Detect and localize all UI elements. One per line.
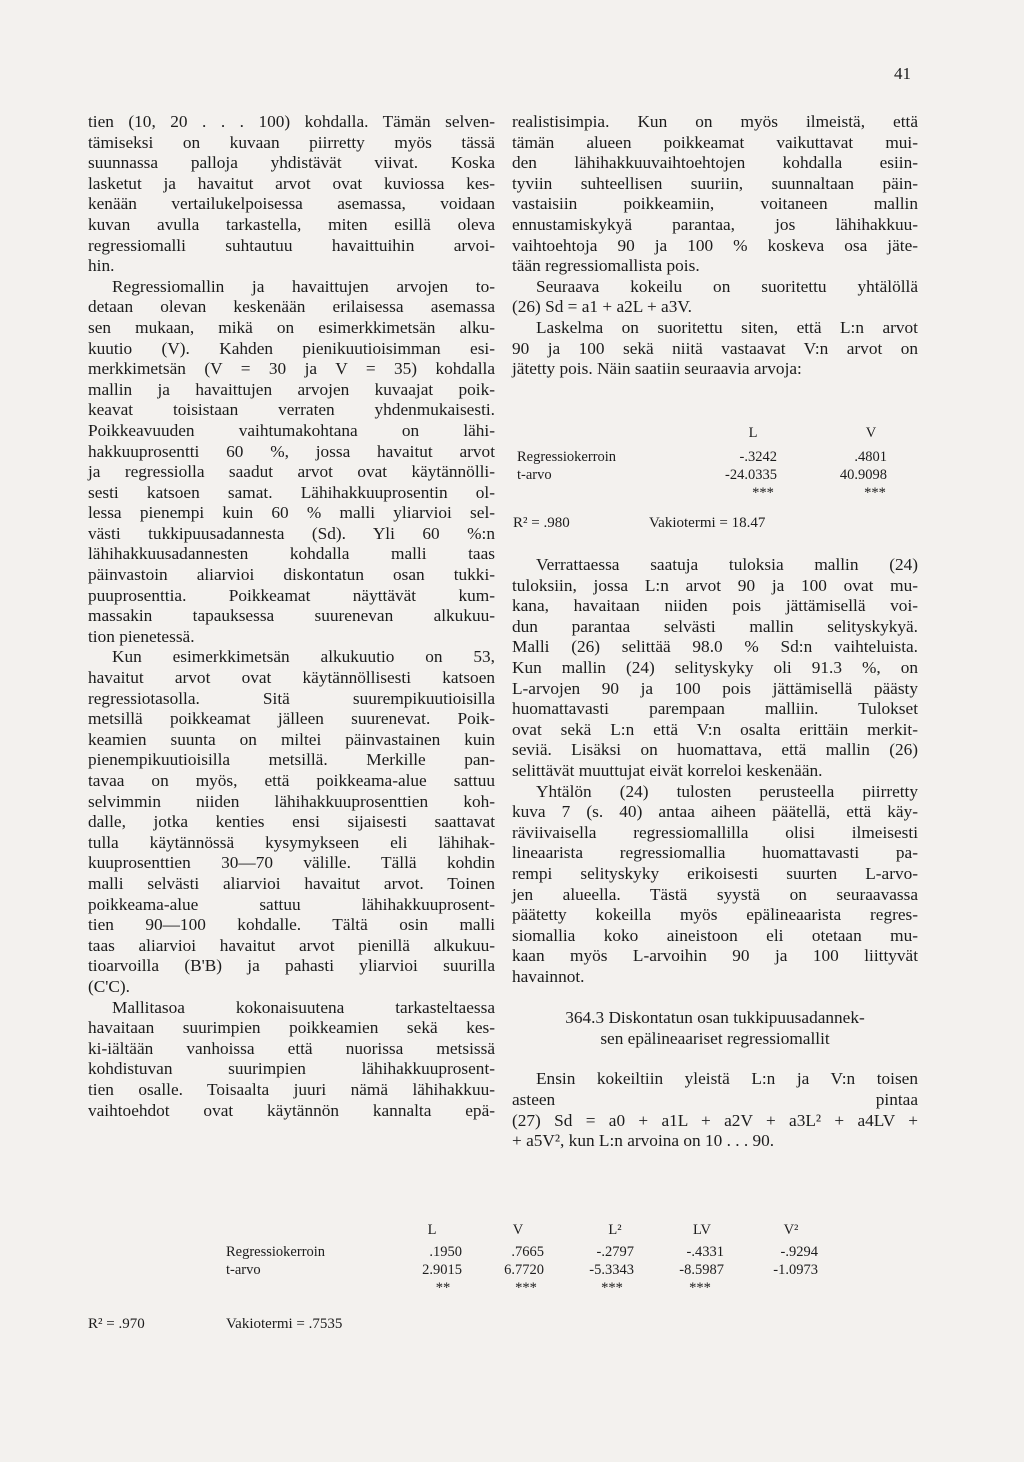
paragraph	[88, 647, 495, 997]
text-line: merkkimetsän (V = 30 ja V = 35) kohdalla	[88, 359, 495, 379]
text-line: jen alueella. Tästä syystä on seuraavassa	[512, 884, 918, 904]
text-line: kenään vertailukelpoisessa asemassa, voidaan	[88, 194, 495, 214]
text-line: tämän alueen poikkeamat vaikuttavat mui-	[512, 132, 918, 152]
text-line: päätetty kokeilla myös epälineaarista regres-	[512, 905, 918, 925]
page-number: 41	[894, 64, 911, 83]
table-cell: -8.5987	[679, 1262, 724, 1278]
text-line: vaihtoehdot ovat käytännön kannalta epä-	[88, 1100, 495, 1120]
text-line: päinvastoin aliarvioi diskontatun osan tukki-	[88, 565, 495, 585]
text-line: (C'C).	[88, 976, 130, 996]
text-line: sesti katsoen samat. Lähihakkuuprosentin ol-	[88, 482, 495, 502]
table-cell: 40.9098	[839, 467, 887, 483]
regression-table-27	[88, 1222, 928, 1362]
text-line: dun parantaa selvästi mallin selityskykyä.	[512, 616, 918, 636]
row-label: t-arvo	[226, 1262, 261, 1278]
text-line: Malli (26) selittää 98.0 % Sd:n vaihteluista.	[512, 637, 918, 657]
text-line: tämiseksi on kuvaan piirretty myös tässä	[88, 132, 495, 152]
text-line: siomallia koko aineistoon eli otetaan mu-	[512, 925, 918, 945]
text-line: poikkeama-alue sattuu lähihakkuuprosent-	[88, 894, 495, 914]
table-cell: -.9294	[780, 1244, 818, 1260]
text-line: lessa pienempi kuin 60 % malli yliarvioi sel-	[88, 503, 495, 523]
text-line: ovat sekä L:n että V:n osalta erittäin merkit-	[512, 719, 918, 739]
significance-stars: ***	[864, 485, 886, 501]
text-line: malli selvästi aliarvioi havaitut arvot. Toinen	[88, 873, 495, 893]
text-line: Regressiomallin ja havaittujen arvojen to-	[112, 276, 495, 296]
paragraph	[88, 277, 495, 648]
significance-stars: ***	[752, 485, 774, 501]
text-line: kaan myös L-arvoihin 90 ja 100 liittyvät	[512, 946, 918, 966]
text-line: taas aliarvioi havaitut arvot pienillä alkukuu-	[88, 935, 495, 955]
text-line: ki-iältään vanhoissa että nuorissa metsissä	[88, 1038, 495, 1058]
text-line: Mallitasoa kokonaisuutena tarkasteltaessa	[112, 997, 495, 1017]
text-line: suunnassa palloja yhdistävät viivat. Koska	[88, 153, 495, 173]
row-label: Regressiokerroin	[226, 1244, 326, 1260]
text-line: puuprosenttia. Poikkeamat näyttävät kum-	[88, 585, 495, 605]
text-line: jätetty pois. Näin saatiin seuraavia arvoja:	[512, 359, 802, 379]
significance-stars: ***	[515, 1280, 537, 1296]
text-line: selvimmin niiden lähihakkuuprosenttien koh-	[88, 791, 495, 811]
text-line: kuuprosenttien 30—70 välille. Tällä kohdin	[88, 853, 495, 873]
text-line: vaihtoehtoja 90 ja 100 % koskeva osa jäte-	[512, 235, 918, 255]
text-line: keavat toisistaan verraten yhdenmukaisesti.	[88, 400, 495, 420]
constant-term: Vakiotermi = .7535	[226, 1316, 343, 1332]
text-line: lineaarista regressiomallia huomattavasti pa-	[512, 843, 918, 863]
text-line: tien (10, 20 . . . 100) kohdalla. Tämän selven-	[88, 112, 495, 131]
table-cell: -5.3343	[589, 1262, 634, 1278]
paragraph	[512, 782, 918, 988]
table-cell: -.2797	[596, 1244, 634, 1260]
r-squared: R² = .970	[88, 1316, 145, 1332]
table-cell: -.3242	[739, 449, 777, 465]
text-line: seviä. Lisäksi on huomattava, että mallin (26)	[512, 740, 918, 760]
row-label: Regressiokerroin	[517, 449, 617, 465]
table-cell: .7665	[511, 1244, 544, 1260]
text-line: tion pienetessä.	[88, 626, 195, 646]
text-line: selittävät muuttujat eivät korreloi keskenään.	[512, 760, 823, 780]
text-line: hin.	[88, 256, 115, 276]
text-line: metsillä poikkeamat jälleen suurenevat. Poik-	[88, 709, 495, 729]
text-line: Laskelma on suoritettu siten, että L:n arvot	[536, 317, 918, 337]
text-line: den lähihakkuuvaihtoehtojen kohdalla esiin-	[512, 153, 918, 173]
paragraph	[88, 998, 495, 1122]
row-label: t-arvo	[517, 467, 552, 483]
text-line: pienempikuutioisilla metsillä. Merkille pan-	[88, 750, 495, 770]
text-line: tioarvoilla (B'B) ja pahasti yliarvioi suurilla	[88, 956, 495, 976]
text-line: Verrattaessa saatuja tuloksia mallin (24)	[536, 555, 918, 574]
text-line: massakin tapauksessa suurenevan alkukuu-	[88, 606, 495, 626]
text-line: realistisimpia. Kun on myös ilmeistä, että	[512, 112, 918, 131]
table-cell: 6.7720	[504, 1262, 544, 1278]
text-line: räviivaisella regressiomallilla olisi ilmeisesti	[512, 822, 918, 842]
table-cell: 2.9015	[422, 1262, 462, 1278]
text-line: Poikkeavuuden vaihtumakohtana on lähi-	[88, 420, 495, 440]
paragraph	[512, 318, 918, 380]
text-line: mallin ja havaittujen arvojen kuvaajat poik-	[88, 379, 495, 399]
right-column-continued	[512, 555, 918, 1152]
text-line: havaitaan suurimpien poikkeamien sekä kes-	[88, 1018, 495, 1038]
paragraph	[512, 555, 918, 782]
text-line: regressiomalli suhtautuu havaittuihin arvoi-	[88, 235, 495, 255]
table-header: V²	[783, 1222, 799, 1238]
text-line: tään regressiomallista pois.	[512, 256, 700, 276]
text-line: tien osalle. Toisaalta juuri nämä lähihakkuu-	[88, 1079, 495, 1099]
text-line: tulla käytännössä kysymykseen eli lähihak-	[88, 832, 495, 852]
table-header: L	[748, 425, 758, 441]
table-cell: -.4331	[686, 1244, 724, 1260]
text-line: kuvan avulla tarkastella, miten esillä oleva	[88, 214, 495, 234]
table-header: L	[427, 1222, 437, 1238]
regression-table-26	[513, 425, 917, 535]
table-header: LV	[693, 1222, 711, 1238]
text-line: huomattavasti parempaan malliin. Tulokset	[512, 699, 918, 719]
table-header: V	[512, 1222, 524, 1238]
constant-term: Vakiotermi = 18.47	[649, 515, 766, 531]
table-header: L²	[608, 1222, 622, 1238]
text-line: asteen pintaa	[512, 1090, 918, 1110]
significance-stars: ***	[689, 1280, 711, 1296]
text-line: kana, havaitaan niiden pois jättämisellä voi-	[512, 596, 918, 616]
text-line: (26) Sd = a1 + a2L + a3V.	[512, 297, 692, 317]
significance-stars: ***	[601, 1280, 623, 1296]
text-line: västi tukkipuusadannesta (Sd). Yli 60 %:n	[88, 523, 495, 543]
text-line: kohdistuvan suurimpien lähihakkuuprosent-	[88, 1059, 495, 1079]
text-line: Yhtälön (24) tulosten perusteella piirretty	[536, 781, 918, 801]
text-line: keamien suunta on miltei päinvastainen kuin	[88, 729, 495, 749]
paragraph	[88, 112, 495, 277]
text-line: 90 ja 100 sekä niitä vastaavat V:n arvot on	[512, 338, 918, 358]
table-cell: -1.0973	[773, 1262, 818, 1278]
section-heading: 364.3 Diskontatun osan tukkipuusadannek- sen epälineaariset regressiomallit	[565, 1008, 865, 1049]
text-line: regressiotasolla. Sitä suurempikuutioisilla	[88, 688, 495, 708]
text-line: havaitut arvot ovat käytännöllisesti katsoen	[88, 668, 495, 688]
text-line: Seuraava kokeilu on suoritettu yhtälöllä	[536, 276, 918, 296]
text-line: Kun esimerkkimetsän alkukuutio on 53,	[112, 647, 495, 667]
text-line: vastaisiin poikkeamiin, voitaneen mallin	[512, 194, 918, 214]
table-cell: .1950	[429, 1244, 462, 1260]
paragraph	[512, 277, 918, 318]
paragraph	[512, 1069, 918, 1151]
left-column	[88, 112, 495, 1121]
text-line: Kun mallin (24) selityskyky oli 91.3 %, on	[512, 657, 918, 677]
right-column	[512, 112, 918, 380]
paragraph	[512, 112, 918, 277]
text-line: havainnot.	[512, 966, 585, 986]
text-line: Ensin kokeiltiin yleistä L:n ja V:n toisen	[536, 1069, 918, 1089]
text-line: sen mukaan, mikä on esimerkkimetsän alku-	[88, 317, 495, 337]
r-squared: R² = .980	[513, 515, 570, 531]
text-line: rempi selityskyky erikoisesti suurten L-arvo-	[512, 863, 918, 883]
text-line: tuloksiin, jossa L:n arvot 90 ja 100 ovat mu-	[512, 575, 918, 595]
table-cell: -24.0335	[725, 467, 777, 483]
text-line: tyviin suhteellisen suuriin, suunnaltaan päin-	[512, 173, 918, 193]
text-line: ja regressiolla saadut arvot ovat käytännölli-	[88, 462, 495, 482]
text-line: dalle, jotka kenties ensi sijaisesti saattavat	[88, 812, 495, 832]
text-line: detaan olevan keskenään erilaisessa asemassa	[88, 297, 495, 317]
text-line: ennustamiskykyä parantaa, jos lähihakkuu-	[512, 214, 918, 234]
text-line: hakkuuprosentti 60 %, jossa havaitut arvot	[88, 441, 495, 461]
text-line: tien 90—100 kohdalle. Tältä osin malli	[88, 915, 495, 935]
text-line: lähihakkuusadannesten kohdalla malli taas	[88, 544, 495, 564]
text-line: + a5V², kun L:n arvoina on 10 . . . 90.	[512, 1131, 775, 1151]
text-line: (27) Sd = a0 + a1L + a2V + a3L² + a4LV +	[512, 1110, 918, 1130]
text-line: kuutio (V). Kahden pienikuutioisimman esi-	[88, 338, 495, 358]
text-line: lasketut ja havaitut arvot ovat kuviossa kes-	[88, 173, 495, 193]
text-line: L-arvojen 90 ja 100 pois jättämisellä päästy	[512, 678, 918, 698]
table-cell: .4801	[854, 449, 887, 465]
significance-stars: **	[435, 1280, 451, 1296]
table-header: V	[865, 425, 877, 441]
text-line: kuva 7 (s. 40) antaa aiheen päätellä, että käy-	[512, 802, 918, 822]
text-line: tavaa on myös, että poikkeama-alue sattuu	[88, 771, 495, 790]
